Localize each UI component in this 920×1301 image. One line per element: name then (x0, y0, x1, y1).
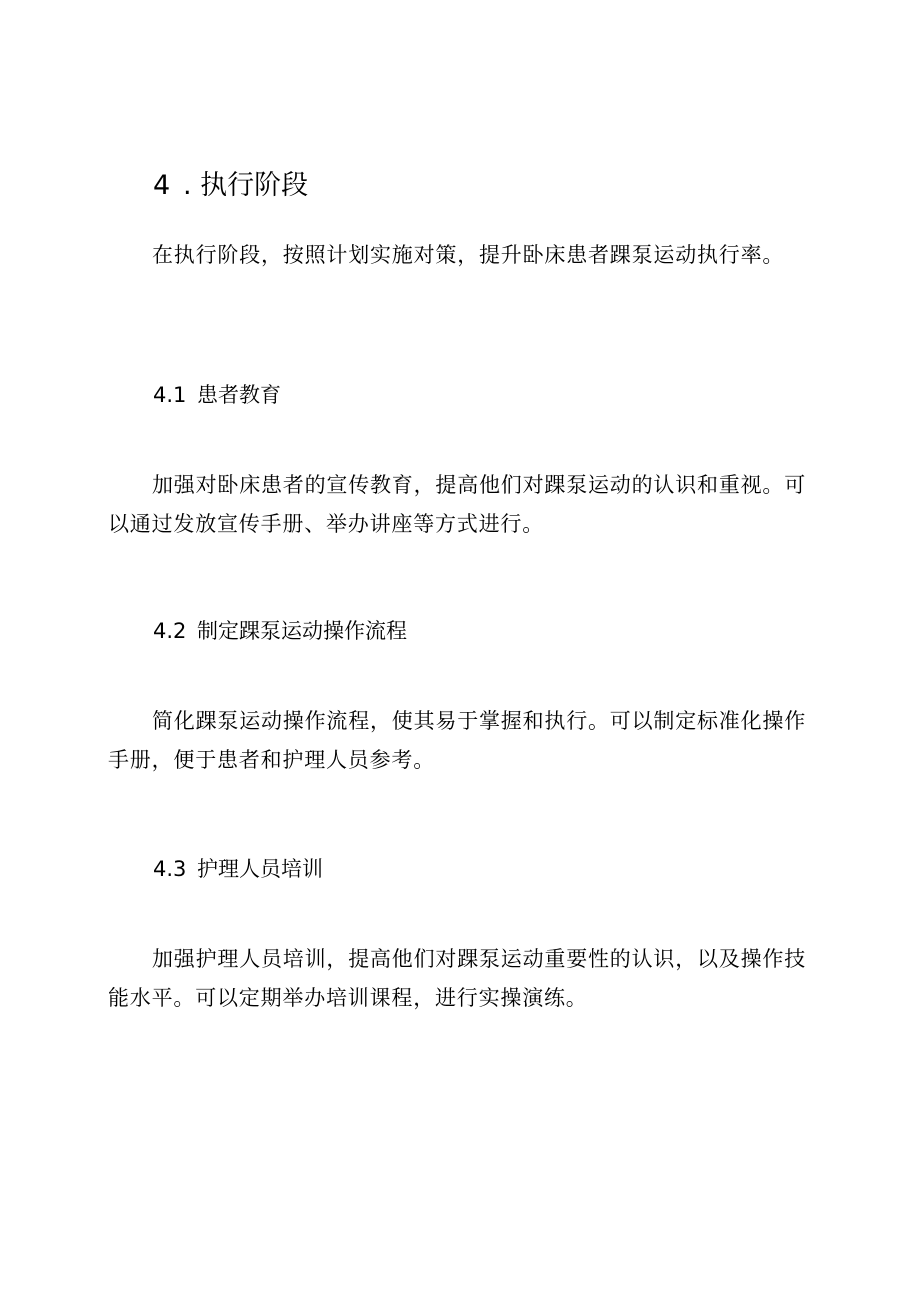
subsection-number: 4.2 (153, 619, 187, 643)
subsection-title: 患者教育 (197, 383, 281, 407)
subsection-heading-4-2 (153, 616, 407, 646)
section-heading (153, 168, 308, 204)
subsection-title: 制定踝泵运动操作流程 (197, 619, 407, 643)
section-title: . 执行阶段 (183, 170, 309, 201)
subsection-number: 4.1 (153, 383, 187, 407)
intro-paragraph: 在执行阶段，按照计划实施对策，提升卧床患者踝泵运动执行率。 (152, 243, 785, 267)
subsection-body-4-2: 简化踝泵运动操作流程，使其易于掌握和执行。可以制定标准化操作手册，便于患者和护理人员参考。 (108, 709, 806, 772)
subsection-body-4-1: 加强对卧床患者的宣传教育，提高他们对踝泵运动的认识和重视。可以通过发放宣传手册、举办讲座等方式进行。 (108, 473, 806, 536)
subsection-body-4-3: 加强护理人员培训，提高他们对踝泵运动重要性的认识，以及操作技能水平。可以定期举办培训课程，进行实操演练。 (108, 947, 806, 1010)
subsection-heading-4-1 (153, 380, 281, 410)
section-number: 4 (153, 170, 171, 201)
subsection-heading-4-3 (153, 854, 323, 884)
subsection-number: 4.3 (153, 857, 187, 881)
subsection-title: 护理人员培训 (197, 857, 323, 881)
